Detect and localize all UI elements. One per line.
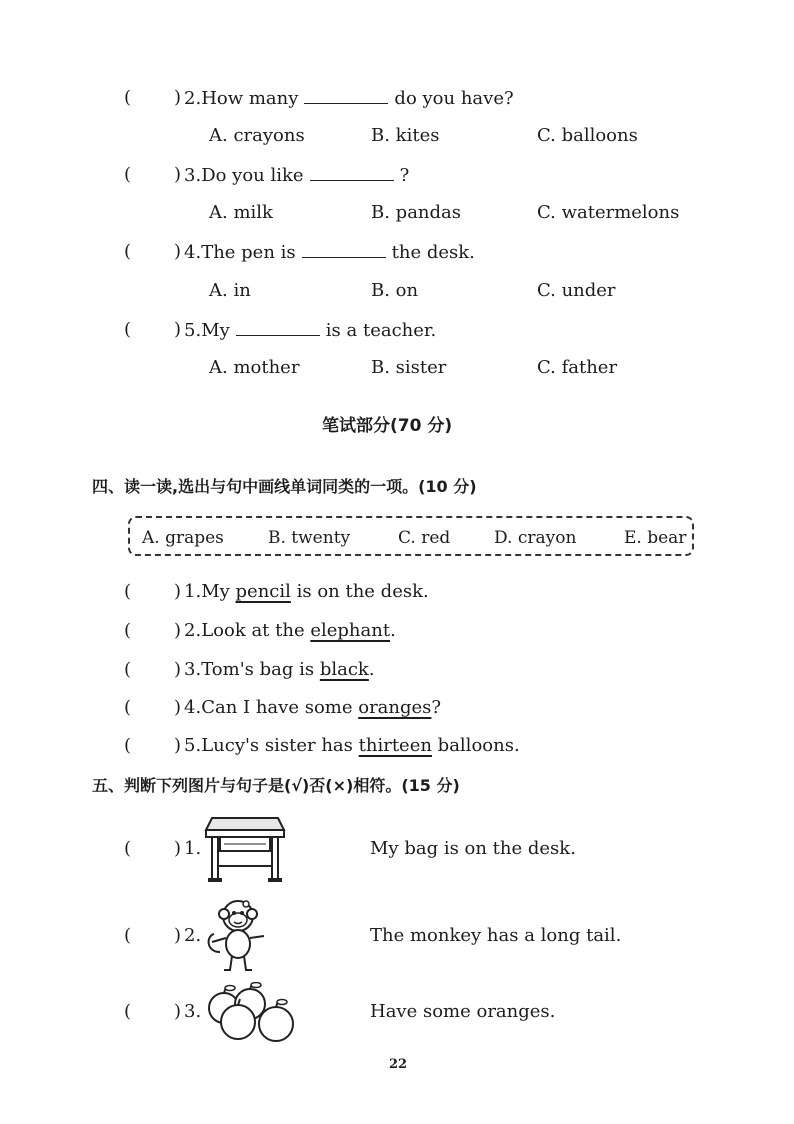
item-number: 1. bbox=[184, 838, 202, 859]
answer-paren-close: ) bbox=[174, 241, 182, 262]
written-part-heading: 笔试部分(70 分) bbox=[322, 416, 453, 436]
option-c: C. balloons bbox=[537, 125, 638, 146]
sentence: 2.Look at the elephant. bbox=[184, 620, 396, 641]
word-bank-box bbox=[128, 516, 694, 556]
answer-paren-open: ( bbox=[124, 735, 132, 756]
sentence: 1.My pencil is on the desk. bbox=[184, 581, 429, 602]
answer-paren-open: ( bbox=[124, 697, 132, 718]
answer-paren-close: ) bbox=[174, 319, 182, 340]
answer-paren-close: ) bbox=[174, 735, 182, 756]
answer-paren-close: ) bbox=[174, 87, 182, 108]
underlined-word: pencil bbox=[235, 581, 291, 602]
question-text: 5.My is a teacher. bbox=[184, 320, 437, 341]
answer-paren-open: ( bbox=[124, 319, 132, 340]
answer-blank[interactable] bbox=[302, 241, 386, 258]
option-b: B. sister bbox=[371, 357, 447, 378]
underlined-word: oranges bbox=[358, 697, 432, 718]
word-bank-item: B. twenty bbox=[268, 528, 351, 548]
section-5-title: 五、判断下列图片与句子是(√)否(×)相符。(15 分) bbox=[92, 776, 460, 795]
monkey-picture bbox=[204, 896, 276, 974]
option-a: A. mother bbox=[209, 357, 300, 378]
oranges-picture bbox=[204, 982, 298, 1042]
answer-paren-open: ( bbox=[124, 1001, 132, 1022]
item-sentence: My bag is on the desk. bbox=[370, 838, 576, 859]
underlined-word: thirteen bbox=[358, 735, 432, 756]
answer-paren-close: ) bbox=[174, 620, 182, 641]
answer-paren-close: ) bbox=[174, 164, 182, 185]
section-4-title: 四、读一读,选出与句中画线单词同类的一项。(10 分) bbox=[92, 477, 477, 496]
answer-paren-open: ( bbox=[124, 241, 132, 262]
answer-paren-open: ( bbox=[124, 581, 132, 602]
answer-paren-open: ( bbox=[124, 620, 132, 641]
question-text: 3.Do you like ? bbox=[184, 165, 410, 186]
word-bank-item: D. crayon bbox=[494, 528, 577, 548]
answer-paren-open: ( bbox=[124, 164, 132, 185]
desk-picture bbox=[204, 810, 286, 884]
option-c: C. under bbox=[537, 280, 616, 301]
item-number: 2. bbox=[184, 925, 202, 946]
underlined-word: elephant bbox=[310, 620, 391, 641]
option-c: C. father bbox=[537, 357, 618, 378]
word-bank-item: C. red bbox=[398, 528, 451, 548]
underlined-word: black bbox=[319, 659, 369, 680]
answer-paren-close: ) bbox=[174, 581, 182, 602]
option-a: A. milk bbox=[209, 202, 273, 223]
page-number: 22 bbox=[389, 1057, 408, 1072]
option-a: A. in bbox=[209, 280, 251, 301]
answer-paren-open: ( bbox=[124, 87, 132, 108]
option-a: A. crayons bbox=[209, 125, 305, 146]
answer-paren-close: ) bbox=[174, 925, 182, 946]
answer-paren-open: ( bbox=[124, 659, 132, 680]
item-number: 3. bbox=[184, 1001, 202, 1022]
item-sentence: Have some oranges. bbox=[370, 1001, 556, 1022]
sentence: 3.Tom's bag is black. bbox=[184, 659, 375, 680]
answer-paren-open: ( bbox=[124, 925, 132, 946]
question-text: 2.How many do you have? bbox=[184, 88, 514, 109]
option-b: B. kites bbox=[371, 125, 440, 146]
option-b: B. on bbox=[371, 280, 419, 301]
option-b: B. pandas bbox=[371, 202, 462, 223]
answer-paren-close: ) bbox=[174, 838, 182, 859]
answer-paren-open: ( bbox=[124, 838, 132, 859]
word-bank-item: E. bear bbox=[624, 528, 687, 548]
answer-paren-close: ) bbox=[174, 697, 182, 718]
question-text: 4.The pen is the desk. bbox=[184, 242, 475, 263]
answer-blank[interactable] bbox=[310, 164, 394, 181]
sentence: 5.Lucy's sister has thirteen balloons. bbox=[184, 735, 520, 756]
word-bank-item: A. grapes bbox=[142, 528, 224, 548]
sentence: 4.Can I have some oranges? bbox=[184, 697, 442, 718]
answer-paren-close: ) bbox=[174, 659, 182, 680]
answer-blank[interactable] bbox=[304, 87, 388, 104]
answer-blank[interactable] bbox=[236, 319, 320, 336]
option-c: C. watermelons bbox=[537, 202, 680, 223]
answer-paren-close: ) bbox=[174, 1001, 182, 1022]
item-sentence: The monkey has a long tail. bbox=[370, 925, 622, 946]
